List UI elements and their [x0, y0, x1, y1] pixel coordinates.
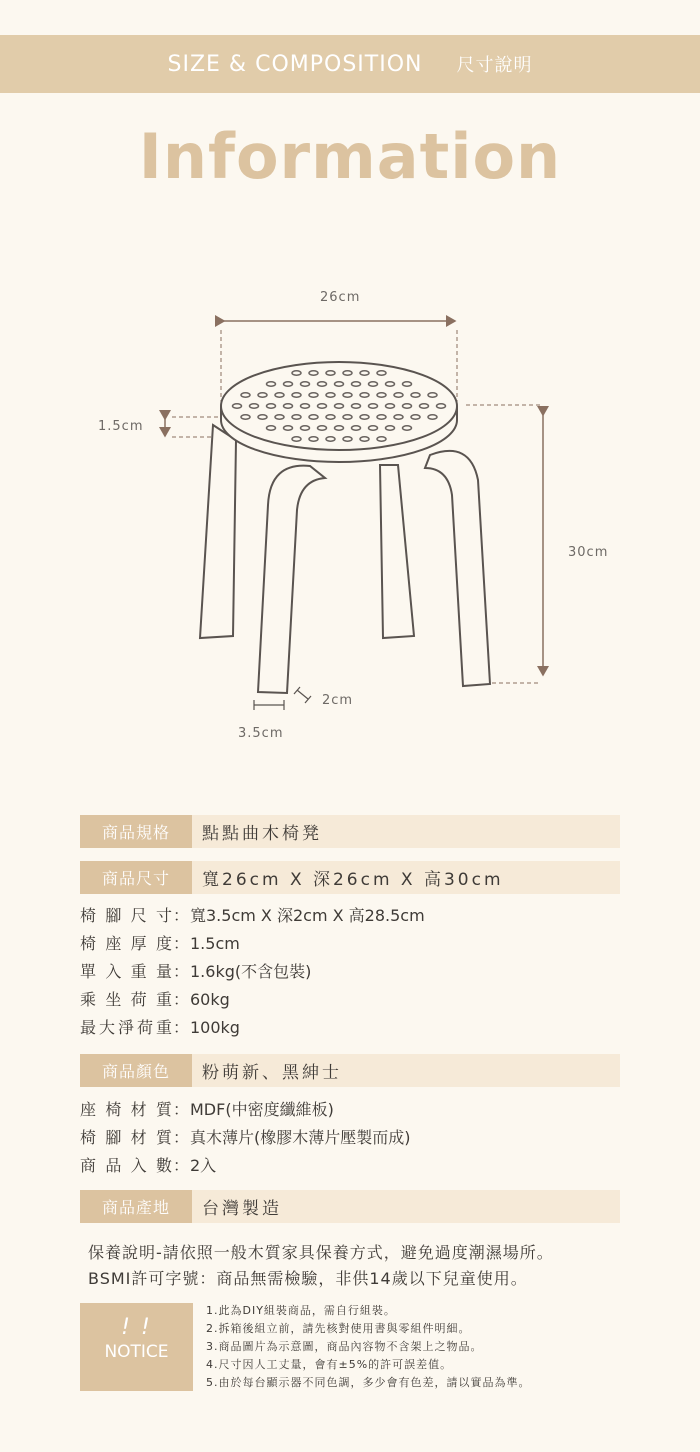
notice-badge — [80, 1303, 193, 1391]
detail-line: 椅腳材質：真木薄片(橡膠木薄片壓製而成) — [80, 1128, 411, 1147]
spec-label: 商品尺寸 — [80, 861, 192, 894]
banner-title-en: SIZE & COMPOSITION — [167, 51, 423, 77]
dim-height-label: 30cm — [568, 545, 609, 560]
detail-line: 座椅材質：MDF(中密度纖維板) — [80, 1100, 334, 1119]
back-leg-right — [380, 465, 414, 638]
spec-value: 粉萌新、黑紳士 — [202, 1063, 342, 1083]
dim-width-label: 26cm — [320, 290, 361, 305]
spec-row-size — [80, 861, 620, 894]
page-title: Information — [138, 120, 562, 193]
spec-value: 寬26cm X 深26cm X 高30cm — [202, 870, 504, 890]
detail-line: 椅座厚度：1.5cm — [80, 934, 240, 953]
dim-leg-width-label: 3.5cm — [238, 726, 284, 741]
spec-label: 商品規格 — [80, 815, 192, 848]
notice-item: 5.由於每台顯示器不同色調，多少會有色差，請以實品為準。 — [206, 1376, 531, 1389]
exclamation-icon: ! ! — [121, 1315, 152, 1340]
notice-label: NOTICE — [104, 1342, 169, 1362]
notice-item: 4.尺寸因人工丈量，會有±5%的許可誤差值。 — [206, 1358, 453, 1371]
detail-line: 乘坐荷重：60kg — [80, 990, 230, 1009]
front-leg-right — [425, 451, 490, 686]
notice-list — [206, 1302, 531, 1392]
dim-seat-label: 1.5cm — [98, 419, 144, 434]
section-banner — [0, 35, 700, 93]
back-leg-left — [200, 425, 236, 638]
spec-label: 商品產地 — [80, 1190, 192, 1223]
spec-row-name — [80, 815, 620, 848]
notice-item: 3.商品圖片為示意圖，商品內容物不含架上之物品。 — [206, 1340, 483, 1353]
detail-line: 最大淨荷重：100kg — [80, 1018, 240, 1037]
spec-label: 商品顏色 — [80, 1054, 192, 1087]
spec-value: 台灣製造 — [202, 1199, 282, 1219]
front-leg-left — [258, 466, 325, 693]
care-instructions: 保養說明-請依照一般木質家具保養方式，避免過度潮濕場所。 — [88, 1243, 554, 1262]
spec-value: 點點曲木椅凳 — [202, 824, 322, 844]
seat-top — [221, 362, 457, 450]
spec-row-color — [80, 1054, 620, 1087]
spec-row-origin — [80, 1190, 620, 1223]
detail-line: 單入重量：1.6kg(不含包裝) — [80, 962, 312, 981]
banner-title-zh: 尺寸說明 — [456, 55, 533, 76]
bsmi-statement: BSMI許可字號：商品無需檢驗，非供14歲以下兒童使用。 — [88, 1269, 528, 1288]
notice-item: 2.拆箱後組立前，請先核對使用書與零組件明細。 — [206, 1322, 471, 1335]
detail-line: 椅腳尺寸：寬3.5cm X 深2cm X 高28.5cm — [80, 906, 425, 925]
stool-illustration — [0, 250, 700, 730]
dim-leg-depth-label: 2cm — [322, 693, 354, 708]
detail-line: 商品入數：2入 — [80, 1156, 217, 1175]
leg-depth-mark — [297, 690, 308, 699]
notice-item: 1.此為DIY組裝商品，需自行組裝。 — [206, 1304, 396, 1317]
